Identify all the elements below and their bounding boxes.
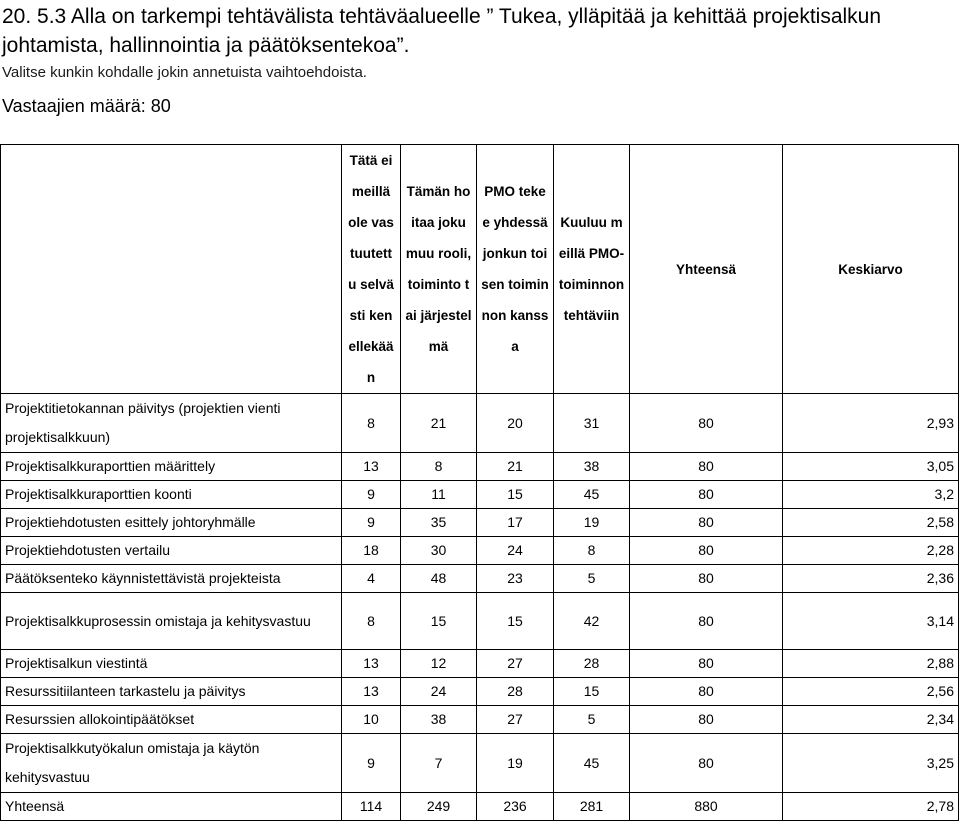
average-cell: 3,05 (783, 453, 959, 481)
count-cell: 5 (554, 706, 630, 734)
row-label: Resurssitiilanteen tarkastelu ja päivitys (1, 678, 342, 706)
average-cell: 2,36 (783, 565, 959, 593)
row-label: Päätöksenteko käynnistettävistä projekteista (1, 565, 342, 593)
count-cell: 21 (477, 453, 554, 481)
table-row (1, 481, 959, 509)
count-cell: 9 (342, 509, 401, 537)
average-cell: 2,93 (783, 394, 959, 453)
total-cell: 80 (630, 394, 783, 453)
count-cell: 236 (477, 793, 554, 821)
count-cell: 8 (342, 593, 401, 650)
header-other-role: Tämän hoitaa joku muu rooli, toiminto tai järjestelmä (401, 145, 477, 394)
count-cell: 13 (342, 453, 401, 481)
average-cell: 3,14 (783, 593, 959, 650)
count-cell: 28 (477, 678, 554, 706)
row-label: Projektiehdotusten esittely johtoryhmälle (1, 509, 342, 537)
count-cell: 7 (401, 734, 477, 793)
count-cell: 9 (342, 481, 401, 509)
count-cell: 17 (477, 509, 554, 537)
count-cell: 9 (342, 734, 401, 793)
row-label: Projektisalkkuprosessin omistaja ja kehitysvastuu (1, 593, 342, 650)
total-cell: 80 (630, 565, 783, 593)
row-label: Yhteensä (1, 793, 342, 821)
count-cell: 19 (554, 509, 630, 537)
total-cell: 80 (630, 678, 783, 706)
row-label: Projektisalkun viestintä (1, 650, 342, 678)
table-row (1, 565, 959, 593)
count-cell: 27 (477, 706, 554, 734)
table-row (1, 650, 959, 678)
count-cell: 31 (554, 394, 630, 453)
count-cell: 5 (554, 565, 630, 593)
average-cell: 2,56 (783, 678, 959, 706)
count-cell: 45 (554, 481, 630, 509)
header-label-column (1, 145, 342, 394)
row-label: Resurssien allokointipäätökset (1, 706, 342, 734)
average-cell: 2,78 (783, 793, 959, 821)
count-cell: 114 (342, 793, 401, 821)
count-cell: 8 (401, 453, 477, 481)
count-cell: 20 (477, 394, 554, 453)
row-label: Projektiehdotusten vertailu (1, 537, 342, 565)
row-label: Projektisalkkutyökalun omistaja ja käytön kehitysvastuu (1, 734, 342, 793)
count-cell: 249 (401, 793, 477, 821)
table-row (1, 453, 959, 481)
table-row (1, 394, 959, 453)
count-cell: 12 (401, 650, 477, 678)
average-cell: 2,28 (783, 537, 959, 565)
total-cell: 80 (630, 593, 783, 650)
count-cell: 281 (554, 793, 630, 821)
header-pmo-together: PMO tekee yhdessä jonkun toisen toiminnon kanssa (477, 145, 554, 394)
count-cell: 24 (477, 537, 554, 565)
count-cell: 8 (554, 537, 630, 565)
respondent-count: Vastaajien määrä: 80 (2, 96, 171, 116)
count-cell: 15 (477, 481, 554, 509)
table-total-row (1, 793, 959, 821)
count-cell: 15 (401, 593, 477, 650)
count-cell: 48 (401, 565, 477, 593)
table-body (1, 394, 959, 821)
average-cell: 2,58 (783, 509, 959, 537)
count-cell: 19 (477, 734, 554, 793)
count-cell: 24 (401, 678, 477, 706)
total-cell: 80 (630, 706, 783, 734)
count-cell: 42 (554, 593, 630, 650)
count-cell: 23 (477, 565, 554, 593)
row-label: Projektisalkkuraporttien määrittely (1, 453, 342, 481)
instruction-text: Valitse kunkin kohdalle jokin annetuista vaihtoehdoista. (2, 64, 367, 81)
header-not-assigned: Tätä ei meillä ole vastuutettu selvästi kenellekään (342, 145, 401, 394)
count-cell: 38 (401, 706, 477, 734)
average-cell: 2,88 (783, 650, 959, 678)
count-cell: 30 (401, 537, 477, 565)
average-cell: 3,2 (783, 481, 959, 509)
count-cell: 11 (401, 481, 477, 509)
count-cell: 38 (554, 453, 630, 481)
results-table (0, 144, 959, 821)
count-cell: 10 (342, 706, 401, 734)
table-row (1, 678, 959, 706)
count-cell: 8 (342, 394, 401, 453)
row-label: Projektisalkkuraporttien koonti (1, 481, 342, 509)
table-row (1, 593, 959, 650)
count-cell: 45 (554, 734, 630, 793)
row-label: Projektitietokannan päivitys (projektien vienti projektisalkkuun) (1, 394, 342, 453)
count-cell: 27 (477, 650, 554, 678)
total-cell: 80 (630, 509, 783, 537)
count-cell: 28 (554, 650, 630, 678)
table-row (1, 706, 959, 734)
average-cell: 2,34 (783, 706, 959, 734)
count-cell: 21 (401, 394, 477, 453)
count-cell: 15 (477, 593, 554, 650)
table-row (1, 734, 959, 793)
header-pmo-task: Kuuluu meillä PMO-toiminnon tehtäviin (554, 145, 630, 394)
count-cell: 4 (342, 565, 401, 593)
count-cell: 13 (342, 650, 401, 678)
total-cell: 880 (630, 793, 783, 821)
count-cell: 18 (342, 537, 401, 565)
count-cell: 35 (401, 509, 477, 537)
question-heading: 20. 5.3 Alla on tarkempi tehtävälista tehtäväalueelle ” Tukea, ylläpitää ja kehittää projektisalkun johtamista, hallinnointia ja päätöksentekoa”. (2, 5, 882, 57)
table-row (1, 537, 959, 565)
count-cell: 15 (554, 678, 630, 706)
total-cell: 80 (630, 650, 783, 678)
total-cell: 80 (630, 734, 783, 793)
average-cell: 3,25 (783, 734, 959, 793)
header-total: Yhteensä (630, 145, 783, 394)
total-cell: 80 (630, 481, 783, 509)
table-header-row (1, 145, 959, 394)
total-cell: 80 (630, 453, 783, 481)
count-cell: 13 (342, 678, 401, 706)
header-average: Keskiarvo (783, 145, 959, 394)
table-row (1, 509, 959, 537)
total-cell: 80 (630, 537, 783, 565)
